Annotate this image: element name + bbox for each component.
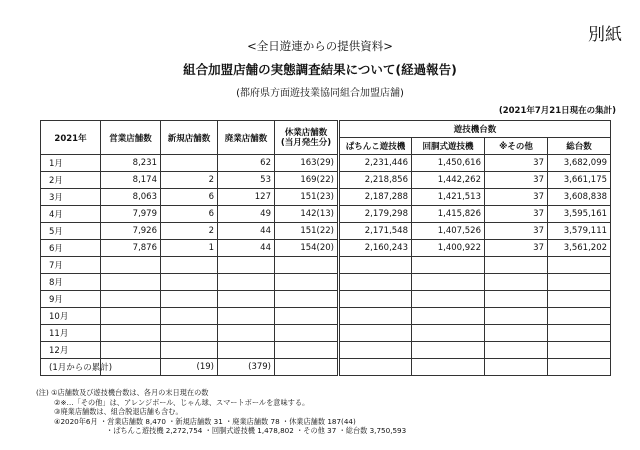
new-stores-cell: 6	[161, 206, 218, 223]
header-new-stores: 新規店舗数	[161, 121, 218, 155]
month-cell: 12月	[41, 342, 101, 359]
month-cell: 6月	[41, 240, 101, 257]
new-stores-cell	[161, 325, 218, 342]
other-cell	[485, 257, 548, 274]
other-cell: 37	[485, 189, 548, 206]
header-total: 総台数	[548, 138, 611, 155]
operating-stores-cell: 7,979	[101, 206, 161, 223]
closed-stores-cell: 62	[218, 155, 275, 172]
pachinko-cell	[339, 342, 412, 359]
new-stores-cell: (19)	[161, 359, 218, 376]
cumulative-row	[41, 359, 611, 376]
footnote-5: ・ぱちんこ遊技機 2,272,754 ・回胴式遊技機 1,478,802 ・その他 37 ・総台数 3,750,593	[106, 426, 407, 435]
closed-stores-cell	[218, 342, 275, 359]
suspended-stores-cell	[275, 325, 339, 342]
other-cell: 37	[485, 172, 548, 189]
pachinko-cell: 2,231,446	[339, 155, 412, 172]
closed-stores-cell: 44	[218, 240, 275, 257]
footnote-2: ②※…「その他」は、アレンジボール、じゃん球、スマートボールを意味する。	[54, 397, 310, 407]
slot-cell: 1,400,922	[412, 240, 485, 257]
total-cell	[548, 308, 611, 325]
operating-stores-cell	[101, 257, 161, 274]
other-cell: 37	[485, 223, 548, 240]
total-cell: 3,579,111	[548, 223, 611, 240]
total-cell	[548, 325, 611, 342]
suspended-stores-cell: 151(23)	[275, 189, 339, 206]
other-cell: 37	[485, 240, 548, 257]
suspended-stores-cell	[275, 308, 339, 325]
closed-stores-cell: (379)	[218, 359, 275, 376]
source-heading: <全日遊連からの提供資料>	[247, 39, 393, 53]
slot-cell: 1,421,513	[412, 189, 485, 206]
suspended-stores-cell	[275, 257, 339, 274]
new-stores-cell: 2	[161, 172, 218, 189]
total-cell	[548, 359, 611, 376]
new-stores-cell	[161, 291, 218, 308]
pachinko-cell: 2,160,243	[339, 240, 412, 257]
month-cell: 1月	[41, 155, 101, 172]
pachinko-cell: 2,218,856	[339, 172, 412, 189]
header-machines: 遊技機台数	[339, 121, 611, 138]
slot-cell	[412, 342, 485, 359]
total-cell: 3,608,838	[548, 189, 611, 206]
new-stores-cell	[161, 257, 218, 274]
header-suspended-line1: 休業店舗数	[284, 127, 328, 138]
slot-cell: 1,415,826	[412, 206, 485, 223]
table-row	[41, 342, 611, 359]
closed-stores-cell	[218, 257, 275, 274]
month-cell: 5月	[41, 223, 101, 240]
operating-stores-cell	[101, 342, 161, 359]
other-cell	[485, 342, 548, 359]
month-cell: (1月からの累計)	[41, 359, 101, 376]
operating-stores-cell	[101, 308, 161, 325]
closed-stores-cell: 44	[218, 223, 275, 240]
total-cell: 3,595,161	[548, 206, 611, 223]
table-row	[41, 240, 611, 257]
header-operating-stores: 営業店舗数	[101, 121, 161, 155]
slot-cell	[412, 274, 485, 291]
month-cell: 8月	[41, 274, 101, 291]
total-cell: 3,682,099	[548, 155, 611, 172]
operating-stores-cell	[101, 291, 161, 308]
other-cell	[485, 359, 548, 376]
table-row	[41, 291, 611, 308]
operating-stores-cell: 8,063	[101, 189, 161, 206]
slot-cell	[412, 325, 485, 342]
new-stores-cell	[161, 308, 218, 325]
pachinko-cell	[339, 359, 412, 376]
table-row	[41, 155, 611, 172]
suspended-stores-cell: 142(13)	[275, 206, 339, 223]
table-row	[41, 172, 611, 189]
annex-label: 別紙	[588, 25, 622, 45]
table-row	[41, 206, 611, 223]
footnote-3: ③廃業店舗数は、組合脱退店舗も含む。	[54, 407, 183, 416]
month-cell: 2月	[41, 172, 101, 189]
closed-stores-cell: 127	[218, 189, 275, 206]
other-cell	[485, 291, 548, 308]
operating-stores-cell: 7,926	[101, 223, 161, 240]
slot-cell	[412, 359, 485, 376]
new-stores-cell: 2	[161, 223, 218, 240]
table-row	[41, 189, 611, 206]
pachinko-cell	[339, 257, 412, 274]
pachinko-cell	[339, 308, 412, 325]
slot-cell	[412, 308, 485, 325]
header-year: 2021年	[41, 121, 101, 155]
header-closed-stores: 廃業店舗数	[218, 121, 275, 155]
other-cell	[485, 325, 548, 342]
operating-stores-cell: 8,174	[101, 172, 161, 189]
footnotes	[36, 388, 636, 436]
closed-stores-cell	[218, 325, 275, 342]
suspended-stores-cell	[275, 359, 339, 376]
closed-stores-cell: 49	[218, 206, 275, 223]
table-row	[41, 223, 611, 240]
other-cell	[485, 308, 548, 325]
month-cell: 4月	[41, 206, 101, 223]
pachinko-cell: 2,171,548	[339, 223, 412, 240]
suspended-stores-cell	[275, 291, 339, 308]
footnote-1: (注) ①店舗数及び遊技機台数は、各月の末日現在の数	[36, 388, 209, 397]
total-cell	[548, 291, 611, 308]
other-cell: 37	[485, 155, 548, 172]
pachinko-cell	[339, 325, 412, 342]
month-cell: 11月	[41, 325, 101, 342]
closed-stores-cell	[218, 274, 275, 291]
total-cell	[548, 274, 611, 291]
table-row	[41, 274, 611, 291]
operating-stores-cell	[101, 325, 161, 342]
table-row	[41, 257, 611, 274]
header-suspended-line2: (当月発生分)	[280, 137, 332, 148]
table-row	[41, 325, 611, 342]
closed-stores-cell: 53	[218, 172, 275, 189]
total-cell: 3,561,202	[548, 240, 611, 257]
pachinko-cell	[339, 274, 412, 291]
survey-table	[40, 120, 611, 376]
suspended-stores-cell: 169(22)	[275, 172, 339, 189]
new-stores-cell	[161, 155, 218, 172]
month-cell: 10月	[41, 308, 101, 325]
total-cell	[548, 342, 611, 359]
page-subtitle: (都府県方面遊技業協同組合加盟店舗)	[236, 88, 404, 99]
slot-cell	[412, 257, 485, 274]
header-suspended-stores	[275, 121, 339, 155]
slot-cell: 1,442,262	[412, 172, 485, 189]
suspended-stores-cell: 154(20)	[275, 240, 339, 257]
closed-stores-cell	[218, 291, 275, 308]
header-slot: 回胴式遊技機	[412, 138, 485, 155]
other-cell	[485, 274, 548, 291]
total-cell: 3,661,175	[548, 172, 611, 189]
operating-stores-cell: 8,231	[101, 155, 161, 172]
new-stores-cell	[161, 274, 218, 291]
operating-stores-cell	[101, 274, 161, 291]
header-pachinko: ぱちんこ遊技機	[339, 138, 412, 155]
footnote-4: ④2020年6月 ・営業店舗数 8,470 ・新規店舗数 31 ・廃業店舗数 78 ・休業店舗数 187(44)	[54, 416, 356, 426]
pachinko-cell: 2,179,298	[339, 206, 412, 223]
operating-stores-cell: 7,876	[101, 240, 161, 257]
pachinko-cell	[339, 291, 412, 308]
total-cell	[548, 257, 611, 274]
page-title: 組合加盟店舗の実態調査結果について(経過報告)	[183, 62, 457, 77]
suspended-stores-cell	[275, 274, 339, 291]
slot-cell: 1,450,616	[412, 155, 485, 172]
slot-cell	[412, 291, 485, 308]
suspended-stores-cell: 151(22)	[275, 223, 339, 240]
month-cell: 9月	[41, 291, 101, 308]
month-cell: 7月	[41, 257, 101, 274]
closed-stores-cell	[218, 308, 275, 325]
suspended-stores-cell	[275, 342, 339, 359]
suspended-stores-cell: 163(29)	[275, 155, 339, 172]
as-of-date: (2021年7月21日現在の集計)	[498, 106, 616, 116]
other-cell: 37	[485, 206, 548, 223]
table-row	[41, 308, 611, 325]
pachinko-cell: 2,187,288	[339, 189, 412, 206]
month-cell: 3月	[41, 189, 101, 206]
new-stores-cell: 1	[161, 240, 218, 257]
header-other: ※その他	[485, 138, 548, 155]
new-stores-cell: 6	[161, 189, 218, 206]
new-stores-cell	[161, 342, 218, 359]
slot-cell: 1,407,526	[412, 223, 485, 240]
